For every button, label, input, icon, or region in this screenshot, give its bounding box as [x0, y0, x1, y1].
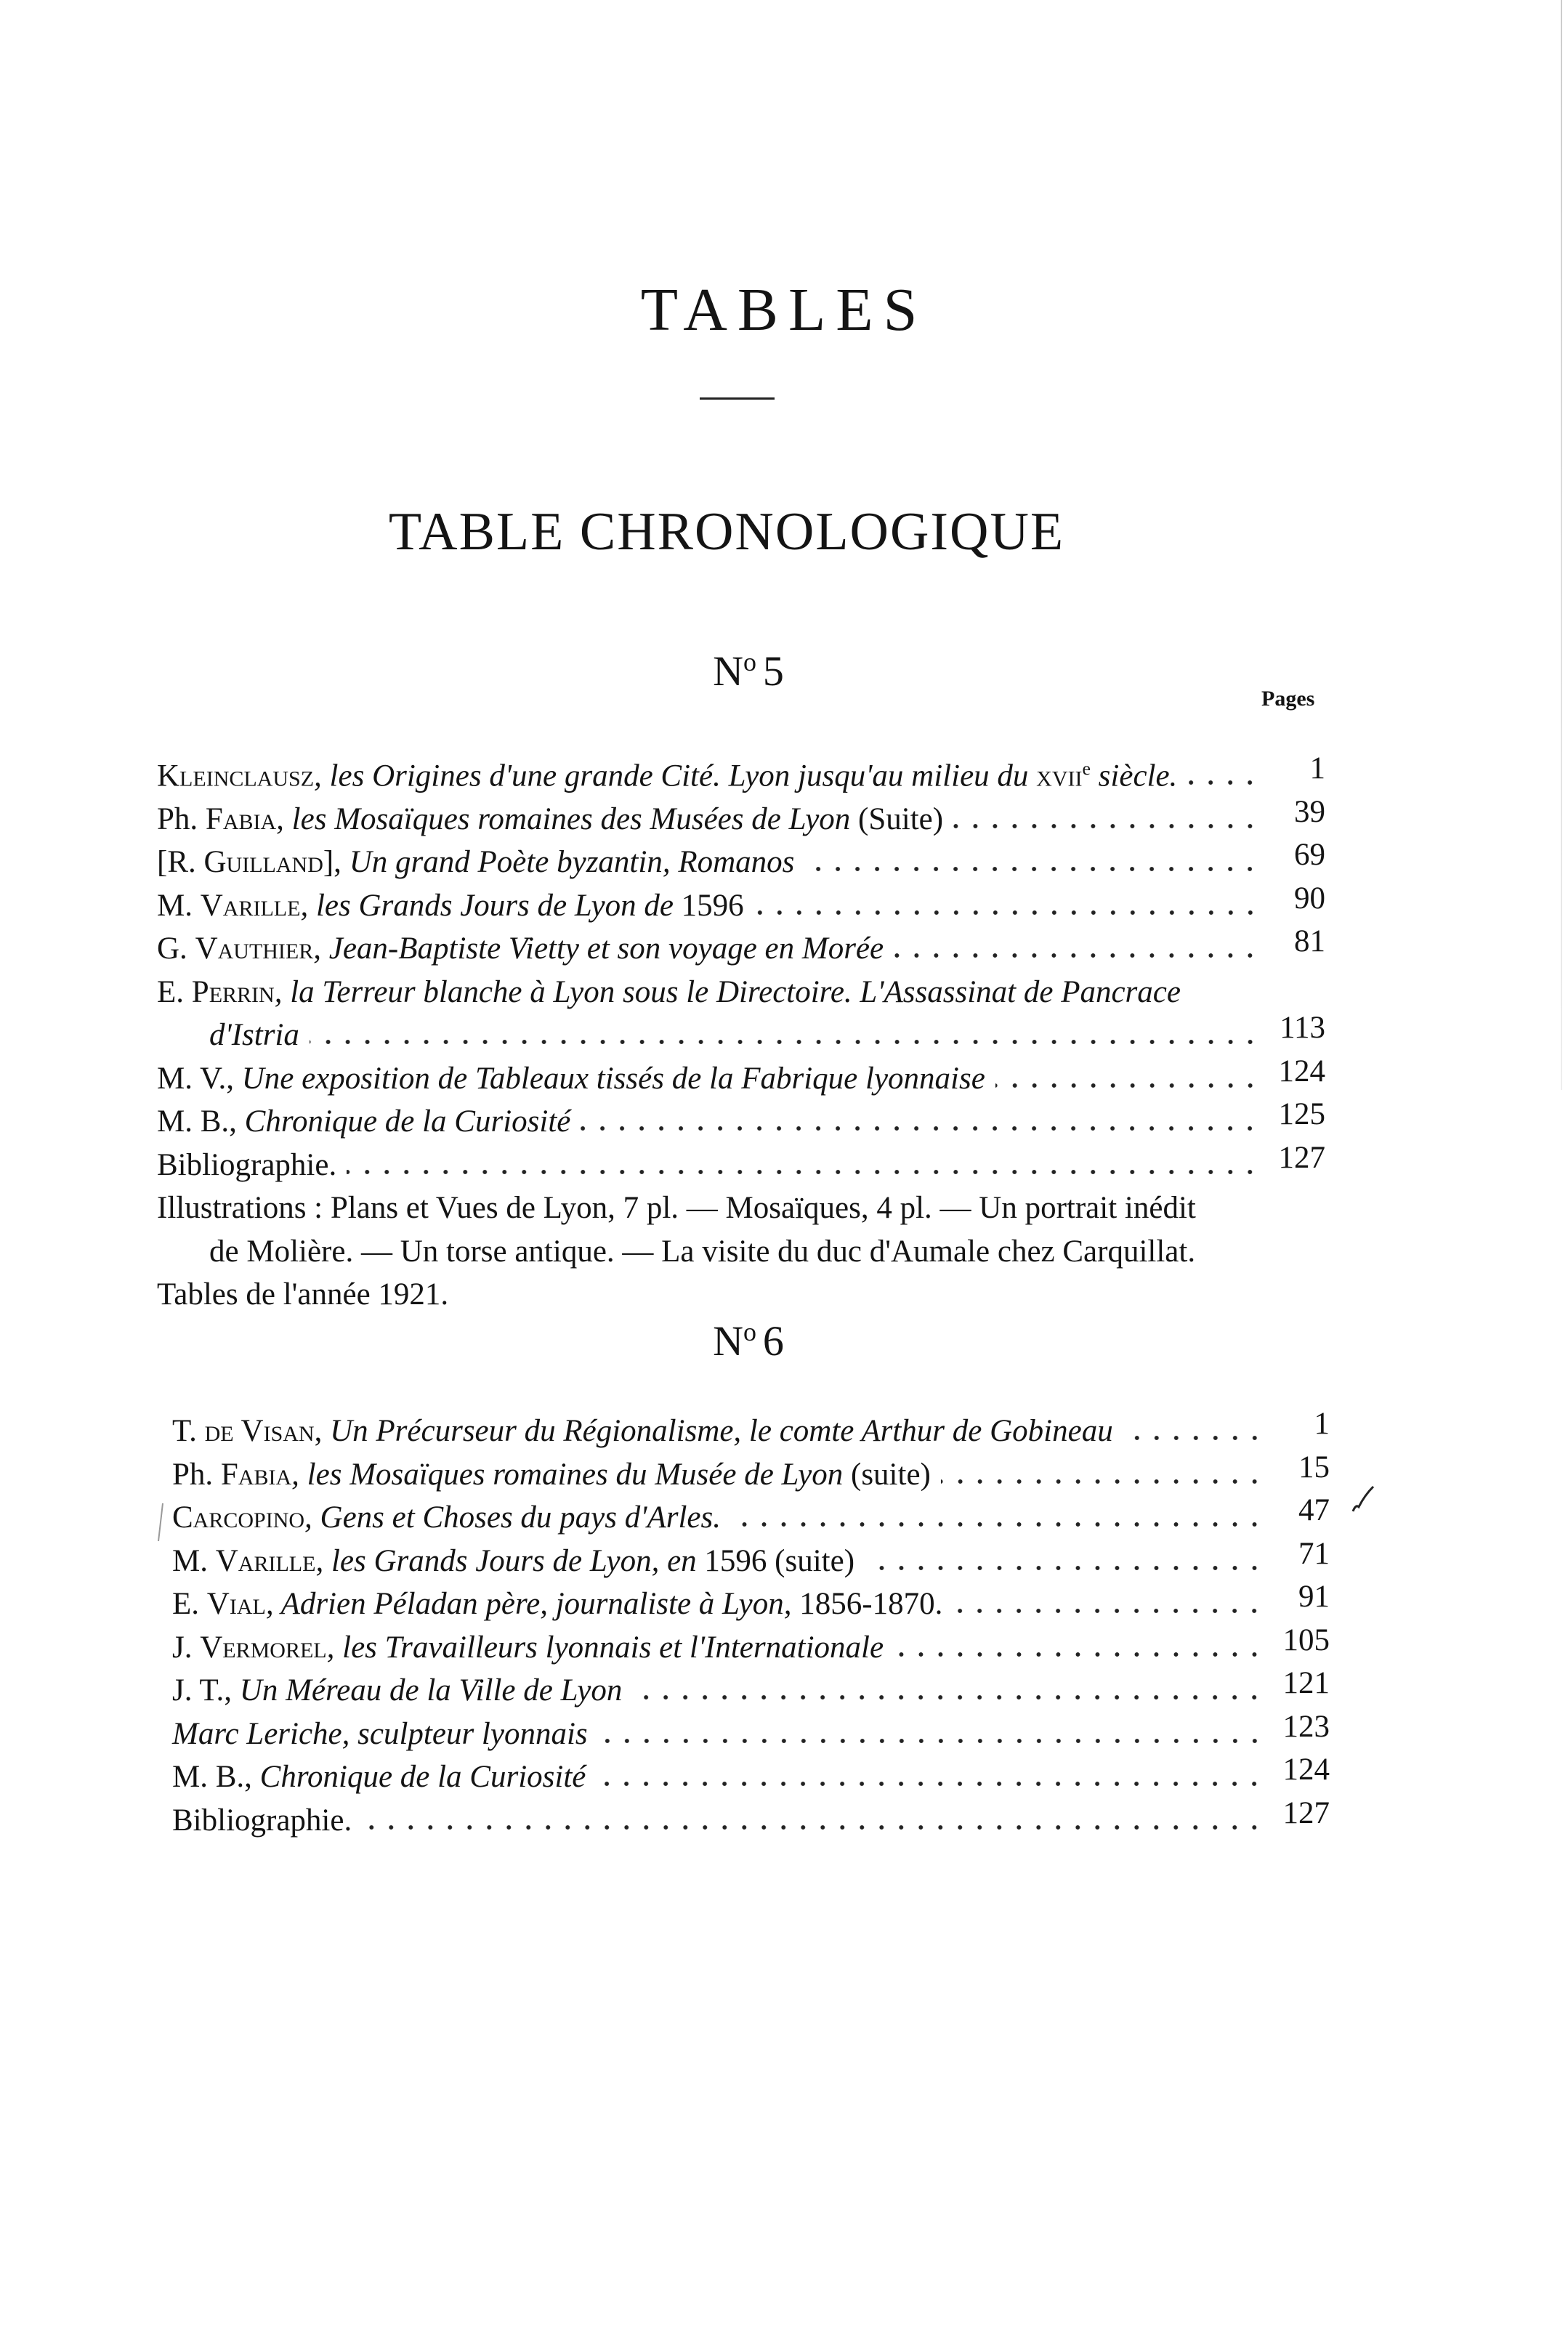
entry-text-part: M.: [172, 1543, 216, 1578]
entry-title: d'Istria: [209, 1018, 299, 1053]
entry-text-part: Ph.: [157, 801, 206, 836]
page-number: 81: [1294, 924, 1325, 959]
page-number: 90: [1294, 881, 1325, 916]
page-number: 113: [1280, 1011, 1325, 1046]
toc-entry-line: [172, 1450, 1330, 1497]
entry-text: [172, 1496, 721, 1540]
toc-entry: [172, 1536, 1330, 1583]
dot-leader: [941, 1479, 1264, 1484]
entry-text-part: (Suite): [858, 801, 944, 836]
entry-author: Vermorel: [200, 1630, 327, 1665]
page-number: 123: [1282, 1709, 1330, 1744]
page-number: 15: [1298, 1450, 1330, 1484]
dot-leader: [1123, 1435, 1264, 1441]
entry-text-part: Illustrations : Plans et Vues de Lyon, 7 pl. — Mosaïques, 4 pl. — Un portrait inédit: [157, 1191, 1196, 1226]
dot-leader: [804, 866, 1260, 872]
entry-author: Vial: [206, 1587, 266, 1621]
entry-text: [157, 798, 943, 841]
entry-text-part: ],: [323, 845, 349, 880]
toc-entry: [172, 1622, 1330, 1670]
entry-text: [157, 1144, 336, 1187]
toc-entry-line: [157, 971, 1325, 1014]
toc-entry: [172, 1407, 1330, 1453]
entry-title: , les Mosaïques romaines des Musées de Lyon: [276, 801, 859, 836]
entry-title: Un grand Poète byzantin, Romanos: [349, 845, 795, 880]
entry-text-part: (suite): [851, 1457, 931, 1492]
page-number: 127: [1278, 1140, 1325, 1175]
toc-entry-line: [157, 1011, 1325, 1057]
toc-entry: [172, 1450, 1330, 1497]
entry-title: Marc Leriche, sculpteur lyonnais: [172, 1716, 588, 1751]
toc-entry: [157, 838, 1325, 884]
entry-text-part: [R.: [157, 845, 204, 880]
entry-author: Perrin: [191, 974, 275, 1009]
dot-leader: [894, 1652, 1264, 1657]
toc-entry-line: [157, 924, 1325, 971]
toc-entry-line: [157, 838, 1325, 884]
toc-entry-line: [157, 1187, 1325, 1230]
entry-author: Varille: [215, 1543, 316, 1578]
entry-text: [157, 971, 1181, 1014]
toc-entry: [157, 971, 1325, 1057]
entry-text-part: 1596 (suite): [704, 1543, 855, 1578]
entry-text-part: J. T.,: [172, 1673, 240, 1708]
entry-title: , les Grands Jours de Lyon de: [300, 888, 682, 923]
entry-author: Kleinclausz: [157, 759, 315, 793]
dot-leader: [865, 1565, 1264, 1571]
entry-author: Guilland: [203, 845, 323, 880]
entry-title: siècle.: [1090, 759, 1178, 793]
entry-title: Une exposition de Tableaux tissés de la Fabrique lyonnaise: [241, 1061, 985, 1096]
toc-list-issue-5: [157, 747, 1325, 1317]
heading-number: 6: [762, 1317, 784, 1365]
entry-title: Un Méreau de la Ville de Lyon: [239, 1673, 623, 1708]
dot-leader: [598, 1738, 1264, 1744]
entry-author: Varille: [200, 888, 301, 923]
page-number: 1: [1314, 1407, 1330, 1441]
title-rule: [700, 397, 775, 400]
toc-entry-line: [157, 1140, 1325, 1187]
entry-title: , la Terreur blanche à Lyon sous le Directoire. L'Assassinat de Pancrace: [274, 974, 1181, 1009]
entry-text: [172, 1453, 931, 1497]
dot-leader: [731, 1521, 1264, 1527]
toc-entry: [172, 1666, 1330, 1713]
dot-leader: [1187, 780, 1260, 785]
heading-o: o: [743, 1317, 756, 1347]
entry-text: [157, 841, 794, 884]
entry-text: [157, 927, 884, 971]
toc-entry: [157, 924, 1325, 971]
issue-heading-6: [0, 1317, 1497, 1365]
section-title: TABLE CHRONOLOGIQUE: [388, 502, 1065, 562]
toc-entry-line: [172, 1795, 1330, 1843]
toc-entry: [157, 794, 1325, 841]
entry-text: [157, 1273, 448, 1317]
heading-n: N: [713, 647, 743, 695]
toc-entry-line: [157, 747, 1325, 798]
toc-entry: [157, 1097, 1325, 1144]
toc-entry: [172, 1709, 1330, 1756]
dot-leader: [362, 1824, 1264, 1830]
page-number: 71: [1298, 1536, 1330, 1571]
toc-entry-line: [172, 1755, 1330, 1799]
page-number: 127: [1282, 1795, 1330, 1830]
handwritten-check-icon: [1349, 1482, 1378, 1519]
entry-text-part: Bibliographie.: [157, 1147, 337, 1182]
dot-leader: [310, 1039, 1260, 1045]
entry-text: [157, 884, 744, 928]
toc-entry-line: [157, 1054, 1325, 1101]
entry-text-part: M.: [157, 888, 201, 923]
entry-text: [172, 1583, 942, 1626]
entry-title: Chronique de la Curiosité: [259, 1760, 586, 1794]
entry-text-part: 1856-1870.: [799, 1587, 943, 1621]
entry-text-part: T.: [172, 1414, 205, 1448]
entry-text: [172, 1713, 588, 1756]
page-number: 125: [1278, 1097, 1325, 1132]
toc-entry: [157, 1187, 1325, 1273]
entry-text: [157, 1100, 570, 1144]
entry-text-part: E.: [172, 1587, 207, 1621]
toc-entry: [172, 1755, 1330, 1799]
entry-author: Fabia: [220, 1457, 292, 1492]
entry-text-part: J.: [172, 1630, 201, 1665]
dot-leader: [953, 823, 1260, 829]
entry-text: [157, 747, 1177, 798]
page-title: TABLES: [640, 276, 928, 344]
entry-author: Fabia: [205, 801, 277, 836]
entry-text: [209, 1014, 299, 1057]
toc-entry-line: [157, 1230, 1325, 1274]
page-number: 121: [1282, 1666, 1330, 1700]
entry-text: [172, 1626, 884, 1670]
entry-text-part: M. B.,: [157, 1104, 245, 1139]
toc-entry: [157, 1140, 1325, 1187]
toc-entry-line: [172, 1666, 1330, 1713]
toc-entry-line: [172, 1709, 1330, 1756]
dot-leader: [581, 1125, 1260, 1131]
page-number: 105: [1282, 1622, 1330, 1657]
entry-title: , Jean-Baptiste Vietty et son voyage en Morée: [313, 931, 884, 966]
page-number: 47: [1298, 1493, 1330, 1527]
entry-text-part: G.: [157, 931, 195, 966]
entry-title: , les Origines d'une grande Cité. Lyon jusqu'au milieu du: [314, 759, 1037, 793]
entry-text-part: de Molière. — Un torse antique. — La visite du duc d'Aumale chez Carquillat.: [209, 1234, 1196, 1269]
entry-title: Un Précurseur du Régionalisme, le comte Arthur de Gobineau: [330, 1414, 1113, 1448]
toc-entry-line: [157, 1097, 1325, 1144]
scan-edge-line: [1561, 0, 1562, 1090]
toc-entry: [157, 1273, 1325, 1317]
toc-list-issue-6: [172, 1407, 1330, 1842]
toc-entry-line: [157, 794, 1325, 841]
toc-entry-line: [157, 1273, 1325, 1317]
entry-text-part: e: [1082, 758, 1091, 779]
toc-entry-line: [157, 881, 1325, 928]
dot-leader: [754, 910, 1260, 916]
toc-entry: [157, 881, 1325, 928]
entry-text-part: Tables de l'année 1921.: [157, 1277, 449, 1312]
entry-text: [172, 1755, 586, 1799]
entry-text-part: 1596: [681, 888, 744, 923]
entry-author: Vauthier: [195, 931, 314, 966]
entry-author: de Visan: [204, 1414, 315, 1448]
toc-entry: [172, 1493, 1330, 1540]
entry-text-part: E.: [157, 974, 192, 1009]
entry-text: [172, 1669, 622, 1713]
dot-leader: [995, 1083, 1260, 1088]
page-number: 124: [1282, 1753, 1330, 1787]
entry-text: [172, 1410, 1113, 1453]
entry-author: xvii: [1036, 759, 1083, 793]
entry-title: , les Mosaïques romaines du Musée de Lyon: [291, 1457, 851, 1492]
heading-n: N: [713, 1317, 743, 1365]
entry-title: , les Travailleurs lyonnais et l'Internationale: [326, 1630, 884, 1665]
entry-text: [172, 1799, 352, 1843]
toc-entry-line: [172, 1493, 1330, 1540]
page-number: 69: [1294, 838, 1325, 873]
dot-leader: [596, 1781, 1264, 1787]
dot-leader: [632, 1694, 1264, 1700]
entry-text: [209, 1230, 1195, 1274]
entry-text: [172, 1540, 854, 1583]
heading-o: o: [743, 647, 756, 677]
entry-title: , Gens et Choses du pays d'Arles.: [304, 1500, 721, 1535]
toc-entry-line: [172, 1622, 1330, 1670]
toc-entry: [172, 1580, 1330, 1626]
toc-entry-line: [172, 1536, 1330, 1583]
toc-entry: [172, 1795, 1330, 1843]
dot-leader: [953, 1608, 1264, 1614]
dot-leader: [347, 1169, 1260, 1175]
toc-entry-line: [172, 1407, 1330, 1453]
entry-title: Chronique de la Curiosité: [244, 1104, 571, 1139]
entry-text: [157, 1057, 985, 1101]
page-number: 39: [1294, 794, 1325, 829]
page-number: 91: [1298, 1580, 1330, 1614]
entry-title: , Adrien Péladan père, journaliste à Lyon,: [265, 1587, 800, 1621]
dot-leader: [894, 953, 1260, 958]
entry-text: [157, 1187, 1196, 1230]
page-number: 1: [1309, 751, 1325, 786]
entry-text-part: ,: [314, 1414, 331, 1448]
toc-entry-line: [172, 1580, 1330, 1626]
margin-pencil-mark-icon: [153, 1500, 170, 1544]
entry-text-part: M. V.,: [157, 1061, 242, 1096]
pages-column-label: Pages: [1261, 687, 1315, 711]
entry-author: Carcopino: [172, 1500, 305, 1535]
toc-entry: [157, 1054, 1325, 1101]
heading-number: 5: [762, 647, 784, 695]
entry-title: , les Grands Jours de Lyon, en: [315, 1543, 705, 1578]
entry-text-part: M. B.,: [172, 1760, 260, 1794]
entry-text-part: Ph.: [172, 1457, 221, 1492]
entry-text-part: Bibliographie.: [172, 1803, 352, 1838]
page-number: 124: [1278, 1054, 1325, 1088]
toc-entry: [157, 747, 1325, 798]
